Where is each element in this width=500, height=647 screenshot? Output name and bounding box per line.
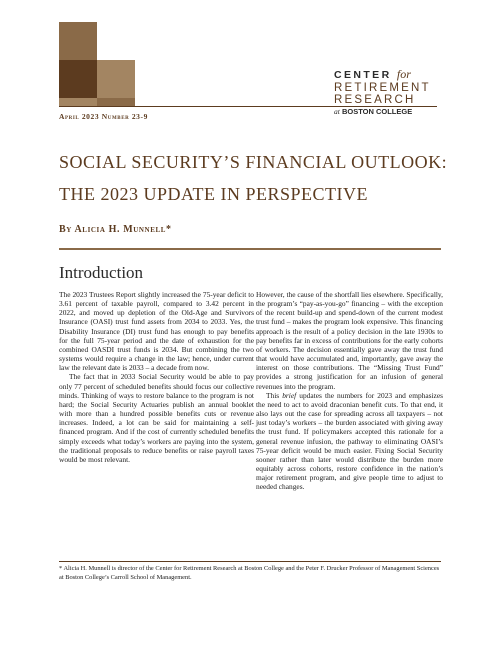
paragraph-text: updates the numbers for 2023 and emphasizes the need to act to avoid draconian benefit cuts. To that end, it also lays out the case for spreading across all taxpayers – not just today’s workers – the burden associated with giving away the trust fund. If policymakers accepted this rationale for a general revenue infusion, the pathway to eliminating OASI’s 75-year deficit would be much easier. Fixing Social Security sooner rather than later would distribute the burden more equitably across cohorts, restore confidence in the nation’s major retirement program, and give people time to adjust to needed changes. bbox=[256, 390, 443, 492]
logo-for: for bbox=[396, 67, 411, 81]
title-line-1: SOCIAL SECURITY’S FINANCIAL OUTLOOK: bbox=[59, 152, 448, 172]
author-byline: By Alicia H. Munnell* bbox=[59, 224, 172, 235]
paragraph-italic: brief bbox=[282, 390, 297, 400]
brand-square-dark bbox=[59, 60, 97, 98]
section-rule bbox=[59, 248, 441, 250]
paragraph bbox=[256, 391, 443, 492]
logo-at: at bbox=[334, 107, 340, 116]
page-title bbox=[59, 146, 479, 210]
logo-retirement: RETIREMENT bbox=[334, 82, 431, 94]
crr-logo bbox=[334, 67, 464, 116]
brand-square-strip-left bbox=[59, 98, 97, 106]
brand-square-top bbox=[59, 22, 97, 60]
logo-center: CENTER bbox=[334, 69, 392, 81]
footnote: * Alicia H. Munnell is director of the Center for Retirement Research at Boston College and the Peter F. Drucker Professor of Management Sciences at Boston College’s Carroll School of Management. bbox=[59, 565, 440, 581]
section-heading: Introduction bbox=[59, 263, 144, 282]
paragraph-text: This bbox=[266, 390, 283, 400]
brand-square-strip-right bbox=[97, 98, 135, 106]
logo-research: RESEARCH bbox=[334, 94, 416, 106]
issue-line: April 2023 Number 23-9 bbox=[59, 112, 148, 121]
paragraph: However, the cause of the shortfall lies elsewhere. Specifically, the program’s “pay-as-you-go” financing – with the exception of the recent build-up and spend-down of the current modest trust fund – makes the program look expensive. This financing approach is the result of a policy decision in the late 1930s to pay benefits far in excess of contributions for the early cohorts of workers. The decision essentially gave away the trust fund that would have accumulated and, importantly, gave away the interest on those contributions. The “Missing Trust Fund” provides a strong justification for an infusion of general revenues into the program. bbox=[256, 290, 443, 391]
title-line-2: THE 2023 UPDATE IN PERSPECTIVE bbox=[59, 184, 369, 204]
logo-boston-college: BOSTON COLLEGE bbox=[341, 107, 413, 116]
footnote-rule bbox=[59, 561, 441, 562]
brand-square-right bbox=[97, 60, 135, 98]
paragraph: The 2023 Trustees Report slightly increased the 75-year deficit to 3.61 percent of taxable payroll, compared to 3.42 percent in 2022, and moved up depletion of the Old-Age and Survivors Insurance (OASI) trust fund assets from 2034 to 2033. Yes, the Disability Insurance (DI) trust fund has enough to pay benefits for the full 75-year period and the date of exhaustion for the combined OASDI trust funds is 2034. But combining the two systems would require a change in the law; hence, under current law the relevant date is 2033 – a decade from now. bbox=[59, 290, 254, 373]
right-column bbox=[256, 290, 443, 491]
left-column bbox=[59, 290, 254, 464]
paragraph: The fact that in 2033 Social Security would be able to pay only 77 percent of scheduled benefits should focus our collective minds. Thinking of ways to restore balance to the program is not hard; the Social Security Actuaries publish an annual booklet with more than a hundred possible benefits cuts or revenue increases. Indeed, a lot can be said for maintaining a self-financed program. And if the cost of currently scheduled benefits simply exceeds what today’s workers are paying into the system, the traditional proposals to reduce benefits or raise payroll taxes would be most relevant. bbox=[59, 372, 254, 464]
